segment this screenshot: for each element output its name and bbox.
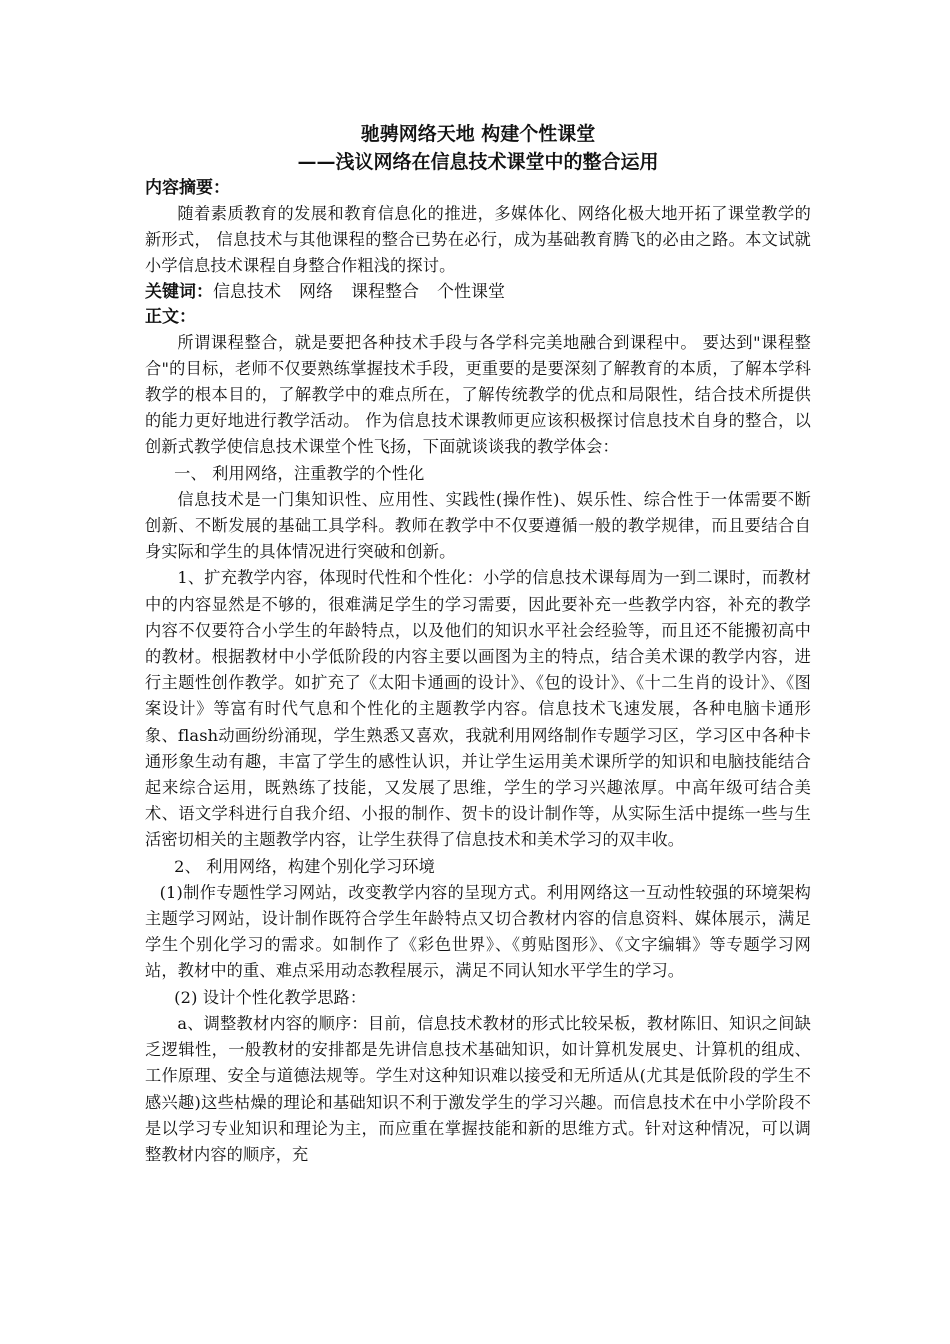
keyword-item: 课程整合	[351, 281, 419, 302]
document-page	[145, 120, 811, 1168]
body-paragraph: 信息技术是一门集知识性、应用性、实践性(操作性)、娱乐性、综合性于一体需要不断创新、不断发展的基础工具学科。教师在教学中不仅要遵循一般的教学规律，而且要结合自身实际和学生的具体情况进行突破和创新。	[145, 489, 811, 562]
keyword-item: 网络	[299, 281, 333, 302]
keyword-item: 信息技术	[213, 281, 281, 302]
document-title: 驰骋网络天地 构建个性课堂	[360, 123, 596, 145]
section-heading: 一、 利用网络，注重教学的个性化	[174, 463, 425, 483]
section-heading: 2、 利用网络，构建个别化学习环境	[174, 856, 435, 876]
body-paragraph: 1、扩充教学内容，体现时代性和个性化：小学的信息技术课每周为一到二课时，而教材中的内容显然是不够的，很难满足学生的学习需要，因此要补充一些教学内容，补充的教学内容不仅要符合小学生的年龄特点，以及他们的知识水平社会经验等，而且还不能搬初高中的教材。根据教材中小学低阶段的内容主要以画图为主的特点，结合美术课的教学内容，进行主题性创作教学。如扩充了《太阳卡通画的设计》、《包的设计》、《十二生肖的设计》、《图案设计》等富有时代气息和个性化的主题教学内容。信息技术飞速发展，各种电脑卡通形象、flash动画纷纷涌现，学生熟悉又喜欢，我就利用网络制作专题学习区，学习区中各种卡通形象生动有趣，丰富了学生的感性认识，并让学生运用美术课所学的知识和电脑技能结合起来综合运用，既熟练了技能，又发展了思维，学生的学习兴趣浓厚。中高年级可结合美术、语文学科进行自我介绍、小报的制作、贺卡的设计制作等，从实际生活中提练一些与生活密切相关的主题教学内容，让学生获得了信息技术和美术学习的双丰收。	[145, 568, 811, 850]
body-paragraph: a、调整教材内容的顺序：目前，信息技术教材的形式比较呆板，教材陈旧、知识之间缺乏逻辑性，一般教材的安排都是先讲信息技术基础知识，如计算机发展史、计算机的组成、工作原理、安全与道德法规等。学生对这种知识难以接受和无所适从(尤其是低阶段的学生不感兴趣)这些枯燥的理论和基础知识不利于激发学生的学习兴趣。而信息技术在中小学阶段不是以学习专业知识和理论为主，而应重在掌握技能和新的思维方式。针对这种情况，可以调整教材内容的顺序，充	[145, 1013, 811, 1164]
abstract-label: 内容摘要：	[145, 178, 230, 198]
keywords-label: 关键词：	[145, 281, 213, 302]
keyword-item: 个性课堂	[437, 281, 505, 302]
keywords-line	[145, 280, 811, 305]
body-paragraph: (1)制作专题性学习网站，改变教学内容的呈现方式。利用网络这一互动性较强的环境架构主题学习网站，设计制作既符合学生年龄特点又切合教材内容的信息资料、媒体展示，满足学生个别化学习的需求。如制作了《彩色世界》、《剪贴图形》、《文字编辑》等专题学习网站，教材中的重、难点采用动态教程展示，满足不同认知水平学生的学习。	[145, 882, 811, 981]
document-subtitle: ——浅议网络在信息技术课堂中的整合运用	[297, 151, 659, 173]
abstract-text: 随着素质教育的发展和教育信息化的推进，多媒体化、网络化极大地开拓了课堂教学的新形式， 信息技术与其他课程的整合已势在必行，成为基础教育腾飞的必由之路。本文试就小学信息技术课程自身整合作粗浅的探讨。	[145, 204, 811, 276]
body-paragraph: 所谓课程整合，就是要把各种技术手段与各学科完美地融合到课程中。 要达到"课程整合"的目标，老师不仅要熟练掌握技术手段，更重要的是要深刻了解教育的本质，了解本学科教学的根本目的，了解教学中的难点所在，了解传统教学的优点和局限性，结合技术所提供的能力更好地进行教学活动。 作为信息技术课教师更应该积极探讨信息技术自身的整合，以创新式教学使信息技术课堂个性飞扬，下面就谈谈我的教学体会：	[145, 332, 811, 457]
subsection-heading: (2) 设计个性化教学思路：	[174, 987, 367, 1007]
body-label: 正文：	[145, 306, 196, 327]
